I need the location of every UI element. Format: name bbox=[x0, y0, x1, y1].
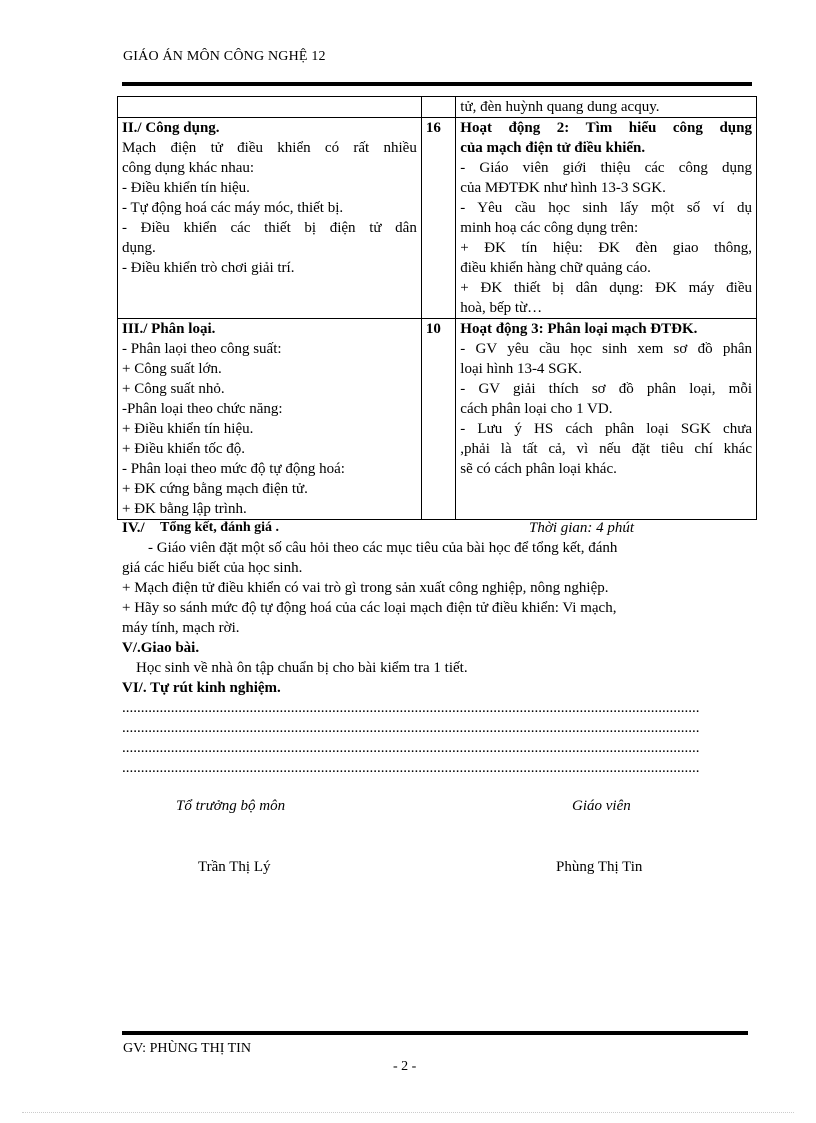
table-cell-time: 16 bbox=[421, 118, 455, 319]
dotted-line: .......................................................................................................................................................... bbox=[122, 760, 700, 776]
section-heading: IV./ Tổng kết, đánh giá . Thời gian: 4 phút bbox=[122, 520, 635, 536]
footer-author: GV: PHÙNG THỊ TIN bbox=[123, 1041, 251, 1056]
dotted-line: .......................................................................................................................................................... bbox=[122, 740, 700, 756]
table-row bbox=[118, 97, 757, 118]
section-experience bbox=[122, 678, 702, 778]
table-cell-content: II./ Công dụng. Mạch điện tử điều khiển có rất nhiều công dụng khác nhau: - Điều khiển tín hiệu. - Tự động hoá các máy móc, thiết bị. - Điều khiển các thiết bị điện tử dân dụng. - Điều khiển trò chơi giải trí. bbox=[118, 118, 422, 319]
dotted-line: .......................................................................................................................................................... bbox=[122, 720, 700, 736]
section-heading: V/.Giao bài. bbox=[122, 640, 200, 656]
page-number: - 2 - bbox=[393, 1059, 417, 1074]
table-row bbox=[118, 319, 757, 520]
table-cell-activity: tử, đèn huỳnh quang dung acquy. bbox=[456, 97, 757, 118]
page-bottom-border bbox=[22, 1112, 794, 1113]
header-rule bbox=[122, 82, 752, 86]
table-cell-activity: Hoạt động 2: Tìm hiểu công dụng của mạch điện tử điều khiển. - Giáo viên giới thiệu các công dụng của MĐTĐK như hình 13-3 SGK. - Yêu cầu học sinh lấy một số ví dụ minh hoạ các công dụng trên: + ĐK tín hiệu: ĐK đèn giao thông, điều khiển hàng chữ quảng cáo. + ĐK thiết bị dân dụng: ĐK máy điều hoà, bếp từ… bbox=[456, 118, 757, 319]
signature-right-title: Giáo viên bbox=[572, 798, 631, 814]
section-homework: V/.Giao bài. Học sinh về nhà ôn tập chuẩn bị cho bài kiểm tra 1 tiết. bbox=[122, 638, 742, 678]
lesson-table bbox=[117, 96, 757, 520]
signature-left-name: Trần Thị Lý bbox=[198, 859, 271, 875]
footer-rule bbox=[122, 1031, 748, 1035]
table-cell-activity: Hoạt động 3: Phân loại mạch ĐTĐK. - GV yêu cầu học sinh xem sơ đồ phân loại hình 13-4 SGK. - GV giải thích sơ đồ phân loại, mỗi cách phân loại cho 1 VD. - Lưu ý HS cách phân loại SGK chưa ,phải là tất cả, vì nếu đặt tiêu chí khác sẽ có cách phân loại khác. bbox=[456, 319, 757, 520]
signature-right-name: Phùng Thị Tin bbox=[556, 859, 643, 875]
dotted-line: .......................................................................................................................................................... bbox=[122, 700, 700, 716]
page-header-title: GIÁO ÁN MÔN CÔNG NGHỆ 12 bbox=[123, 49, 326, 64]
table-row bbox=[118, 118, 757, 319]
table-cell-content: III./ Phân loại. - Phân laọi theo công suất: + Công suất lớn. + Công suất nhỏ. -Phân loại theo chức năng: + Điều khiển tín hiệu. + Điều khiển tốc độ. - Phân loại theo mức độ tự động hoá: + ĐK cứng bằng mạch điện tử. + ĐK bằng lập trình. bbox=[118, 319, 422, 520]
section-summary: IV./ Tổng kết, đánh giá . Thời gian: 4 phút - Giáo viên đặt một số câu hỏi theo các mục tiêu của bài học để tổng kết, đánh giá các hiểu biết của học sinh. + Mạch điện tử điều khiển có vai trò gì trong sản xuất công nghiệp, nông nghiệp. + Hãy so sánh mức độ tự động hoá của các loại mạch điện tử điều khiển: Vi mạch, máy tính, mạch rời. bbox=[122, 518, 742, 638]
section-heading: VI/. Tự rút kinh nghiệm. bbox=[122, 680, 281, 696]
table-cell-time: 10 bbox=[421, 319, 455, 520]
signature-left-title: Tổ trưởng bộ môn bbox=[176, 798, 286, 814]
